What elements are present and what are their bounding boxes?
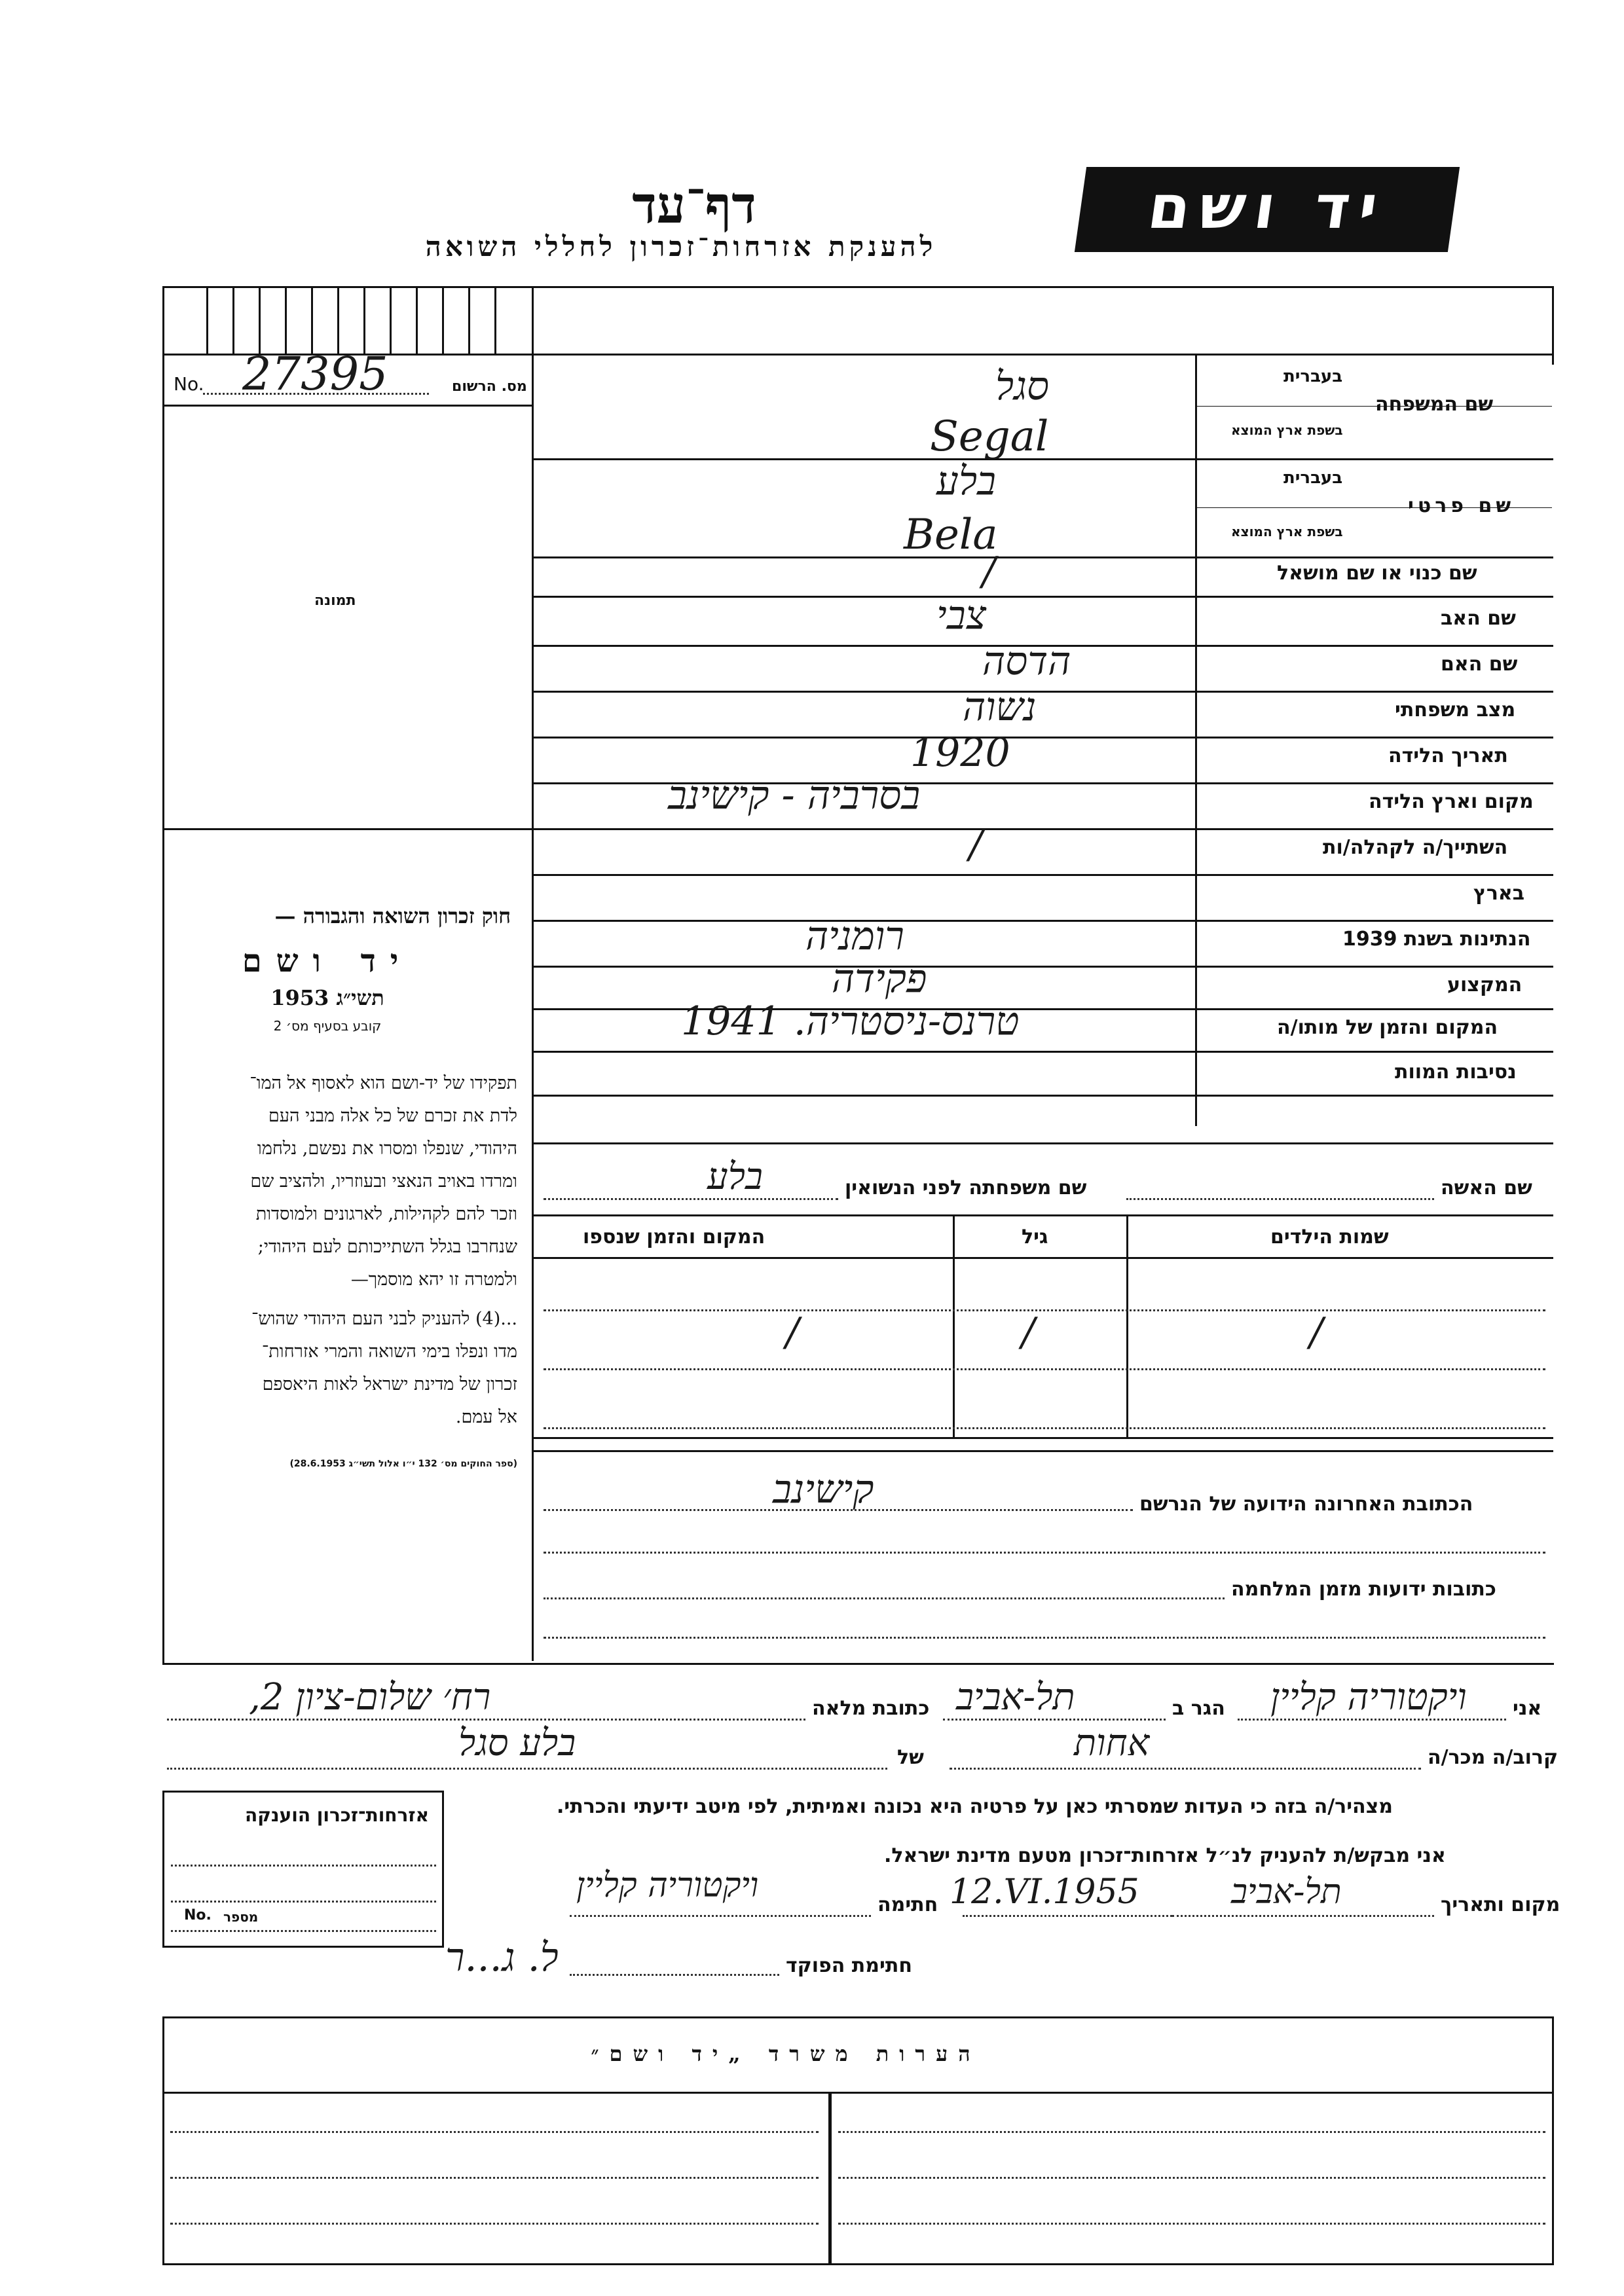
declaration-text: מצהיר/ה בזה כי העדות שמסרתי כאן על פרטיה היא נכונה ואמיתית, לפי מיטב ידיעתי והכרתי. — [557, 1795, 1393, 1818]
death-place-value: טרנס-ניסטריה. 1941 — [681, 998, 1020, 1044]
law-line: לדת את זכרם של כל אלה מבני העם — [268, 1106, 517, 1126]
declarant-of-label: של — [897, 1746, 924, 1769]
marital-status-label: מצב משפחתי — [1395, 699, 1516, 721]
law-name: יד ושם — [242, 943, 413, 979]
mother-name-label: שם האם — [1441, 653, 1518, 676]
last-address-label: הכתובת האחרונה הידועה של הנרשם — [1139, 1493, 1473, 1516]
registration-number: 27395 — [242, 347, 388, 401]
father-name-value: צבי — [936, 592, 987, 638]
declarant-signature: ויקטוריה קליין — [576, 1866, 759, 1905]
profession-label: המקצוע — [1447, 974, 1522, 996]
official-signature: ל. ג...ר — [445, 1935, 559, 1980]
law-line: ומרדו באויב הנאצי ובעוזריו, ולהציב שם — [250, 1171, 517, 1192]
form-title: דף־עד — [632, 175, 756, 235]
community-value: / — [969, 822, 983, 867]
citizenship-label: הנתינות בשנת 1939 — [1342, 928, 1531, 951]
country-label: בארץ — [1473, 882, 1525, 905]
first-name-label: שם פרטי — [1408, 494, 1515, 517]
profession-value: פקידה — [832, 956, 927, 1002]
citizenship-value: רומניה — [805, 913, 904, 959]
family-name-native-value: Segal — [930, 412, 1049, 461]
first-name-hebrew-value: בלע — [936, 458, 996, 504]
place-date-label: מקום ותאריך — [1441, 1893, 1560, 1916]
declarant-i-label: אני — [1513, 1697, 1542, 1720]
last-address-value: קישינב — [773, 1467, 874, 1512]
law-paragraph-1 — [164, 1067, 517, 1296]
law-line: ...(4) להעניק לבני העם היהודי שהוש־ — [251, 1309, 517, 1329]
child-age-value: / — [1022, 1309, 1035, 1355]
law-line: ולמטרה זו יהא מוסמך— — [350, 1269, 517, 1290]
declarant-of-name: בלע סגל — [458, 1722, 576, 1764]
law-title: חוק זכרון השואה והגבורה — — [274, 903, 511, 928]
nickname-value: / — [982, 549, 996, 594]
law-line: זכרון של מדינת ישראל לאות היאספם — [262, 1374, 517, 1394]
law-line: אל עמם. — [455, 1407, 517, 1427]
first-name-hebrew-label: בעברית — [1283, 468, 1343, 488]
war-addresses-label: כתובות ידועות מזמן המלחמה — [1231, 1578, 1496, 1601]
declarant-name: ויקטוריה קליין — [1270, 1676, 1467, 1719]
citizenship-granted-box — [162, 1791, 444, 1948]
logo-text: יד ושם — [1143, 172, 1392, 242]
registration-label: מס. הרשום — [452, 378, 527, 395]
declarant-address: רח׳ שלום-ציון 2, — [249, 1676, 491, 1719]
father-name-label: שם האב — [1441, 607, 1516, 630]
family-name-native-label: בשפת ארץ המוצא — [1231, 422, 1343, 438]
law-line: שנחרבו בגלל השתייכותם לעם היהודי; — [257, 1237, 517, 1257]
law-line: מדו ונפלו בימי השואה והמרי אזרחות־ — [261, 1341, 517, 1362]
law-paragraph-2 — [164, 1303, 517, 1434]
office-notes-title: הערות משרד „יד ושם״ — [591, 2041, 981, 2066]
photo-label: תמונה — [314, 592, 356, 609]
yad-vashem-logo — [1075, 167, 1460, 252]
family-name-hebrew-label: בעברית — [1283, 367, 1343, 386]
family-name-label: שם המשפחה — [1375, 393, 1494, 416]
first-name-native-value: Bela — [904, 511, 998, 559]
birth-date-label: תאריך הלידה — [1388, 744, 1508, 767]
date-value: 12.VI.1955 — [950, 1872, 1139, 1912]
signature-label: חתימה — [877, 1893, 938, 1916]
law-line: וזכר להם לקהילות, לארגונים ולמוסדות — [255, 1204, 517, 1224]
children-names-header: שמות הילדים — [1270, 1226, 1389, 1248]
death-circumstances-label: נסיבות המוות — [1395, 1061, 1517, 1084]
declarant-relation: אחות — [1074, 1722, 1150, 1764]
registration-no-label: No. — [174, 373, 204, 395]
law-year: תשי״ג 1953 — [270, 985, 384, 1010]
children-death-header: המקום והזמן שנספו — [583, 1226, 766, 1248]
form-subtitle: להענקת אזרחות־זכרון לחללי השואה — [425, 230, 937, 263]
declarant-relative-label: קרוב/ה מכר/ה — [1428, 1746, 1559, 1769]
family-name-hebrew-value: סגל — [995, 363, 1050, 409]
birth-place-label: מקום וארץ הלידה — [1369, 790, 1534, 813]
birth-date-value: 1920 — [910, 730, 1010, 776]
declarant-resident-label: הגר ב — [1172, 1697, 1225, 1720]
citizenship-box-number-label: מספר — [223, 1909, 259, 1925]
place-value: תל-אביב — [1231, 1872, 1342, 1912]
community-label: השתייך/ה לקהלה/ות — [1323, 836, 1508, 859]
wife-maiden-label: שם משפחתה לפני הנשואין — [845, 1176, 1087, 1199]
law-line: תפקידו של יד-ושם הוא לאסוף אל המו־ — [249, 1073, 517, 1093]
law-line: היהודי, שנפלו ומסרו את נפשם, נלחמו — [257, 1139, 517, 1159]
law-source: (ספר החוקים מס׳ 132 י״ו אלול תשי״ג 28.6.1953) — [289, 1459, 517, 1469]
child-death-value: / — [786, 1309, 800, 1355]
death-place-label: המקום והזמן של מותו/ה — [1277, 1016, 1498, 1039]
nickname-label: שם כנוי או שם מושאל — [1277, 562, 1477, 585]
children-age-header: גיל — [1022, 1226, 1048, 1248]
wife-value: בלע — [707, 1156, 763, 1198]
law-clause: קובע בסעיף מס׳ 2 — [273, 1018, 382, 1034]
child-name-value: / — [1310, 1309, 1323, 1355]
citizenship-box-title: אזרחות־זכרון הוענקה — [245, 1804, 429, 1826]
declarant-address-label: כתובת מלאה — [812, 1697, 930, 1720]
declarant-city: תל-אביב — [956, 1676, 1075, 1719]
wife-label: שם האשה — [1441, 1176, 1532, 1199]
citizenship-box-no-label: No. — [184, 1907, 212, 1923]
birth-place-value: בסרביה - קישינב — [668, 773, 921, 818]
official-signature-label: חתימת הפוקד — [786, 1954, 912, 1977]
mother-name-value: הדסה — [982, 638, 1071, 684]
marital-status-value: נשוה — [963, 684, 1037, 730]
request-text: אני מבקש/ת להעניק לנ״ל אזרחות־זכרון מטעם מדינת ישראל. — [884, 1844, 1446, 1867]
first-name-native-label: בשפת ארץ המוצא — [1231, 524, 1343, 539]
